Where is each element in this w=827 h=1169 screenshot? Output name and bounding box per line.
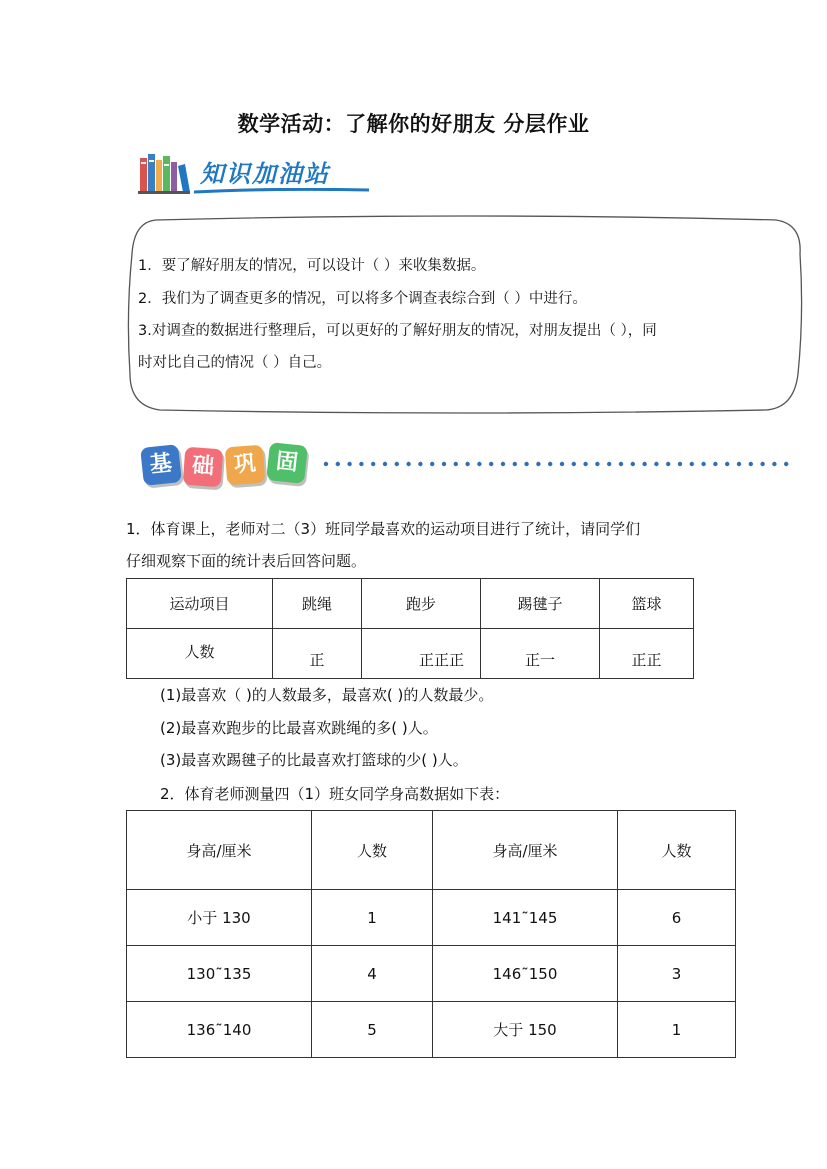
dot bbox=[572, 462, 576, 466]
height-table-header-row bbox=[127, 811, 736, 890]
height-cell: 130˜135 bbox=[127, 946, 312, 1002]
dot bbox=[619, 462, 623, 466]
dot bbox=[737, 462, 741, 466]
height-header-cell: 人数 bbox=[312, 811, 433, 890]
dot bbox=[690, 462, 694, 466]
q1-intro-line-2: 仔细观察下面的统计表后回答问题。 bbox=[126, 552, 367, 570]
dot bbox=[359, 462, 363, 466]
dot bbox=[772, 462, 776, 466]
basics-banner bbox=[136, 436, 796, 496]
count-cell: 1 bbox=[618, 1002, 736, 1058]
sports-table-row bbox=[127, 629, 694, 679]
count-cell: 4 bbox=[312, 946, 433, 1002]
basics-tile-1: 基 bbox=[140, 444, 182, 486]
sports-row-label: 人数 bbox=[127, 629, 273, 679]
count-cell: 3 bbox=[618, 946, 736, 1002]
height-header-cell: 身高/厘米 bbox=[127, 811, 312, 890]
dot bbox=[418, 462, 422, 466]
sports-header-cell: 跳绳 bbox=[273, 579, 362, 629]
dot bbox=[560, 462, 564, 466]
tally-cell: 正一 bbox=[481, 629, 600, 679]
dot bbox=[347, 462, 351, 466]
height-table bbox=[126, 810, 736, 1058]
dot bbox=[489, 462, 493, 466]
sports-table bbox=[126, 578, 694, 679]
dot bbox=[395, 462, 399, 466]
q1-sub-3: (3)最喜欢踢毽子的比最喜欢打篮球的少( )人。 bbox=[160, 751, 468, 769]
count-cell: 1 bbox=[312, 890, 433, 946]
dot bbox=[678, 462, 682, 466]
dot bbox=[324, 462, 328, 466]
dot bbox=[513, 462, 517, 466]
knowledge-item-3: 3.对调查的数据进行整理后，可以更好的了解好朋友的情况，对朋友提出（ ），同 bbox=[138, 323, 657, 339]
dot bbox=[454, 462, 458, 466]
sports-header-cell: 踢毽子 bbox=[481, 579, 600, 629]
dot bbox=[749, 462, 753, 466]
dot bbox=[442, 462, 446, 466]
dot bbox=[383, 462, 387, 466]
dot bbox=[666, 462, 670, 466]
height-table-row bbox=[127, 1002, 736, 1058]
height-table-row bbox=[127, 890, 736, 946]
q2-intro: 2．体育老师测量四（1）班女同学身高数据如下表： bbox=[160, 785, 510, 803]
basics-tile-3: 巩 bbox=[225, 445, 266, 486]
hand-drawn-border bbox=[126, 214, 804, 414]
dot bbox=[725, 462, 729, 466]
knowledge-item-2: 2．我们为了调查更多的情况，可以将多个调查表综合到（ ）中进行。 bbox=[138, 291, 587, 307]
basics-tile-2: 础 bbox=[183, 447, 224, 488]
dot bbox=[583, 462, 587, 466]
height-cell: 小于 130 bbox=[127, 890, 312, 946]
knowledge-item-1: 1．要了解好朋友的情况，可以设计（ ）来收集数据。 bbox=[138, 258, 486, 274]
knowledge-banner-title: 知识加油站 bbox=[200, 160, 330, 188]
dot bbox=[654, 462, 658, 466]
dot bbox=[430, 462, 434, 466]
books-icon bbox=[138, 152, 190, 194]
knowledge-item-3-cont: 时对比自己的情况（ ）自己。 bbox=[138, 355, 332, 371]
page-title: 数学活动：了解你的好朋友 分层作业 bbox=[237, 112, 590, 136]
height-cell: 141˜145 bbox=[433, 890, 618, 946]
basics-tile-4: 固 bbox=[266, 442, 308, 484]
height-table-row bbox=[127, 946, 736, 1002]
q1-sub-1: (1)最喜欢（ )的人数最多，最喜欢( )的人数最少。 bbox=[160, 686, 494, 704]
dot bbox=[607, 462, 611, 466]
count-cell: 6 bbox=[618, 890, 736, 946]
dot bbox=[642, 462, 646, 466]
dot bbox=[631, 462, 635, 466]
sports-table-header-row bbox=[127, 579, 694, 629]
dot bbox=[760, 462, 764, 466]
dot bbox=[713, 462, 717, 466]
dotted-line bbox=[322, 460, 792, 468]
dot bbox=[477, 462, 481, 466]
sports-header-cell: 篮球 bbox=[600, 579, 694, 629]
height-cell: 146˜150 bbox=[433, 946, 618, 1002]
tally-cell: 正 bbox=[273, 629, 362, 679]
tally-cell: 正正 bbox=[600, 629, 694, 679]
count-cell: 5 bbox=[312, 1002, 433, 1058]
dot bbox=[701, 462, 705, 466]
height-header-cell: 人数 bbox=[618, 811, 736, 890]
dot bbox=[595, 462, 599, 466]
dot bbox=[501, 462, 505, 466]
dot bbox=[784, 462, 788, 466]
height-cell: 大于 150 bbox=[433, 1002, 618, 1058]
dot bbox=[336, 462, 340, 466]
tally-cell: 正正正 bbox=[362, 629, 481, 679]
height-header-cell: 身高/厘米 bbox=[433, 811, 618, 890]
height-cell: 136˜140 bbox=[127, 1002, 312, 1058]
dot bbox=[465, 462, 469, 466]
knowledge-banner bbox=[138, 150, 368, 200]
dot bbox=[536, 462, 540, 466]
sports-header-cell: 运动项目 bbox=[127, 579, 273, 629]
knowledge-box bbox=[126, 214, 804, 414]
banner-underline bbox=[194, 188, 369, 194]
dot bbox=[371, 462, 375, 466]
q1-sub-2: (2)最喜欢跑步的比最喜欢跳绳的多( )人。 bbox=[160, 719, 438, 737]
dot bbox=[548, 462, 552, 466]
sports-header-cell: 跑步 bbox=[362, 579, 481, 629]
q1-intro-line-1: 1．体育课上，老师对二（3）班同学最喜欢的运动项目进行了统计，请同学们 bbox=[126, 520, 641, 538]
dot bbox=[524, 462, 528, 466]
dot bbox=[406, 462, 410, 466]
